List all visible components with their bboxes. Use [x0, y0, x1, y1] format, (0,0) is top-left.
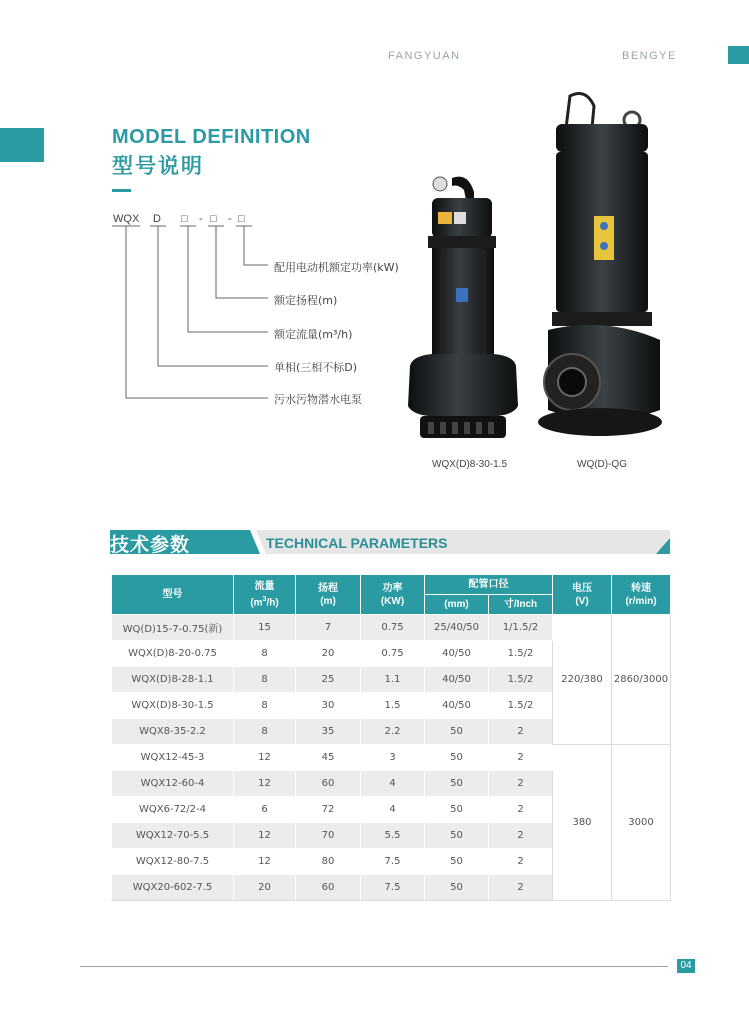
cell-power: 1.5 — [361, 693, 425, 719]
cell-head: 25 — [296, 667, 361, 693]
cell-head: 45 — [296, 745, 361, 771]
cell-model: WQX(D)8-28-1.1 — [112, 667, 234, 693]
cell-power: 5.5 — [361, 823, 425, 849]
footer-rule — [80, 966, 668, 967]
col-header-head: 扬程 (m) — [296, 575, 361, 615]
cell-port-inch: 1/1.5/2 — [489, 615, 553, 641]
col-header-flow: 流量 $(m^3/h)$ — [234, 575, 296, 615]
header-brand-left: FANGYUAN — [388, 50, 461, 62]
col-header-port-inch: 寸/Inch — [489, 595, 553, 615]
table-row — [112, 745, 671, 771]
cell-model: WQX12-80-7.5 — [112, 849, 234, 875]
cell-model: WQX(D)8-30-1.5 — [112, 693, 234, 719]
code-dash-1: - — [199, 213, 203, 225]
title-chinese: 型号说明 — [112, 155, 204, 178]
cell-speed-group2: 3000 — [612, 745, 671, 901]
cell-head: 80 — [296, 849, 361, 875]
cell-power: 2.2 — [361, 719, 425, 745]
cell-port-inch: 2 — [489, 745, 553, 771]
cell-port-mm: 50 — [425, 823, 489, 849]
cell-port-inch: 2 — [489, 875, 553, 901]
cell-head: 60 — [296, 771, 361, 797]
desc-head: 额定扬程(m) — [274, 294, 338, 307]
cell-head: 30 — [296, 693, 361, 719]
technical-parameters-table — [111, 574, 671, 901]
cell-port-mm: 50 — [425, 771, 489, 797]
cell-flow: 6 — [234, 797, 296, 823]
cell-power: 0.75 — [361, 615, 425, 641]
cell-power: 4 — [361, 771, 425, 797]
pump-wqxd-image — [402, 170, 524, 442]
table-row — [112, 615, 671, 641]
title-english: MODEL DEFINITION — [112, 126, 311, 148]
col-header-voltage: 电压 (V) — [553, 575, 612, 615]
cell-power: 7.5 — [361, 875, 425, 901]
cell-port-mm: 40/50 — [425, 641, 489, 667]
cell-port-mm: 50 — [425, 745, 489, 771]
cell-model: WQX12-60-4 — [112, 771, 234, 797]
cell-head: 70 — [296, 823, 361, 849]
desc-phase: 单相(三相不标D) — [274, 361, 358, 374]
cell-port-mm: 50 — [425, 797, 489, 823]
cell-port-inch: 2 — [489, 797, 553, 823]
col-header-model: 型号 — [112, 575, 234, 615]
cell-flow: 15 — [234, 615, 296, 641]
cell-flow: 12 — [234, 823, 296, 849]
code-d: D — [153, 213, 161, 225]
cell-model: WQ(D)15-7-0.75(新) — [112, 615, 234, 641]
cell-model: WQX12-45-3 — [112, 745, 234, 771]
col-header-speed: 转速 (r/min) — [612, 575, 671, 615]
desc-power: 配用电动机额定功率(kW) — [274, 261, 399, 274]
col-header-power: 功率 (KW) — [361, 575, 425, 615]
cell-flow: 12 — [234, 771, 296, 797]
cell-port-inch: 1.5/2 — [489, 693, 553, 719]
cell-speed-group1: 2860/3000 — [612, 615, 671, 745]
desc-pump-type: 污水污物潜水电泵 — [274, 393, 362, 406]
section-title-chinese: 技术参数 — [110, 535, 191, 556]
cell-model: WQX8-35-2.2 — [112, 719, 234, 745]
cell-port-inch: 1.5/2 — [489, 641, 553, 667]
code-wqx: WQX — [113, 213, 140, 225]
cell-model: WQX20-602-7.5 — [112, 875, 234, 901]
cell-model: WQX6-72/2-4 — [112, 797, 234, 823]
cell-port-inch: 2 — [489, 849, 553, 875]
pump-label-wqd-qg: WQ(D)-QG — [577, 459, 627, 470]
cell-head: 60 — [296, 875, 361, 901]
cell-flow: 8 — [234, 719, 296, 745]
cell-power: 4 — [361, 797, 425, 823]
col-header-port-mm: (mm) — [425, 595, 489, 615]
cell-model: WQX(D)8-20-0.75 — [112, 641, 234, 667]
cell-flow: 12 — [234, 849, 296, 875]
section-title-english: TECHNICAL PARAMETERS — [266, 535, 448, 551]
cell-flow: 8 — [234, 641, 296, 667]
cell-port-mm: 50 — [425, 875, 489, 901]
cell-head: 20 — [296, 641, 361, 667]
cell-flow: 20 — [234, 875, 296, 901]
cell-port-mm: 40/50 — [425, 667, 489, 693]
cell-port-mm: 40/50 — [425, 693, 489, 719]
cell-head: 35 — [296, 719, 361, 745]
cell-port-mm: 25/40/50 — [425, 615, 489, 641]
cell-voltage-group2: 380 — [553, 745, 612, 901]
pump-wqd-qg-image — [536, 90, 664, 440]
cell-flow: 8 — [234, 693, 296, 719]
cell-flow: 12 — [234, 745, 296, 771]
cell-port-inch: 2 — [489, 719, 553, 745]
code-dash-2: - — [228, 213, 232, 225]
cell-port-mm: 50 — [425, 849, 489, 875]
cell-voltage-group1: 220/380 — [553, 615, 612, 745]
col-header-port: 配管口径 — [425, 575, 553, 595]
cell-head: 7 — [296, 615, 361, 641]
desc-flow: 额定流量(m³/h) — [274, 328, 353, 341]
cell-port-inch: 2 — [489, 771, 553, 797]
cell-power: 0.75 — [361, 641, 425, 667]
cell-port-inch: 1.5/2 — [489, 667, 553, 693]
code-box-flow: □ — [181, 213, 188, 225]
page-number: 04 — [677, 959, 695, 973]
cell-port-inch: 2 — [489, 823, 553, 849]
cell-power: 3 — [361, 745, 425, 771]
cell-power: 7.5 — [361, 849, 425, 875]
code-box-power: □ — [238, 213, 245, 225]
pump-label-wqxd: WQX(D)8-30-1.5 — [432, 459, 508, 470]
cell-flow: 8 — [234, 667, 296, 693]
code-box-head: □ — [210, 213, 217, 225]
header-brand-right: BENGYE — [622, 50, 677, 62]
cell-model: WQX12-70-5.5 — [112, 823, 234, 849]
cell-port-mm: 50 — [425, 719, 489, 745]
cell-head: 72 — [296, 797, 361, 823]
cell-power: 1.1 — [361, 667, 425, 693]
